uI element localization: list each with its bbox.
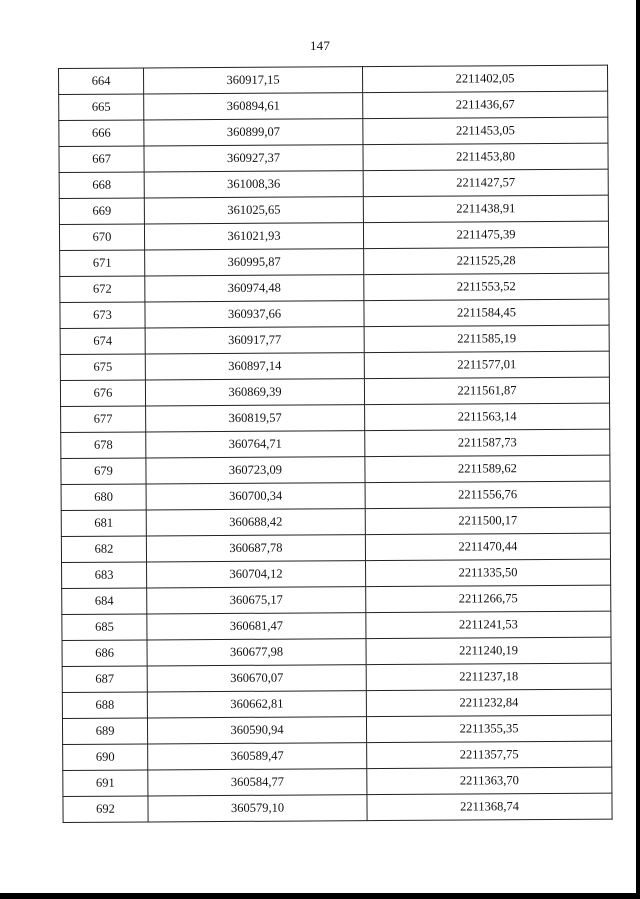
table-row <box>59 195 608 224</box>
x-coordinate-cell: 360723,09 <box>146 457 365 484</box>
x-coordinate-cell: 360687,78 <box>146 535 365 562</box>
x-coordinate-cell: 360927,37 <box>144 145 363 172</box>
table-row <box>61 533 610 562</box>
table-row <box>62 611 611 640</box>
y-coordinate-cell: 2211525,28 <box>364 247 609 274</box>
x-coordinate-cell: 360688,42 <box>146 509 365 536</box>
y-coordinate-cell: 2211355,35 <box>366 715 611 742</box>
point-number-cell: 683 <box>62 562 147 589</box>
x-coordinate-cell: 361025,65 <box>144 197 363 224</box>
scan-edge-right <box>636 0 640 899</box>
x-coordinate-cell: 360917,77 <box>145 327 364 354</box>
x-coordinate-cell: 360917,15 <box>144 67 363 94</box>
table-row <box>62 559 611 588</box>
x-coordinate-cell: 360590,94 <box>147 717 366 744</box>
x-coordinate-cell: 360819,57 <box>146 405 365 432</box>
coordinates-table <box>58 65 613 823</box>
point-number-cell: 682 <box>61 536 146 563</box>
y-coordinate-cell: 2211363,70 <box>367 767 612 794</box>
y-coordinate-cell: 2211438,91 <box>363 195 608 222</box>
y-coordinate-cell: 2211266,75 <box>366 585 611 612</box>
x-coordinate-cell: 360937,66 <box>145 301 364 328</box>
y-coordinate-cell: 2211587,73 <box>365 429 610 456</box>
point-number-cell: 686 <box>62 640 147 667</box>
scan-edge-bottom <box>0 893 640 899</box>
y-coordinate-cell: 2211470,44 <box>365 533 610 560</box>
point-number-cell: 678 <box>61 432 146 459</box>
table-row <box>63 741 612 770</box>
x-coordinate-cell: 360677,98 <box>147 639 366 666</box>
table-row <box>62 689 611 718</box>
y-coordinate-cell: 2211402,05 <box>362 65 607 92</box>
x-coordinate-cell: 360897,14 <box>145 353 364 380</box>
table-row <box>59 91 608 120</box>
x-coordinate-cell: 360869,39 <box>145 379 364 406</box>
x-coordinate-cell: 360764,71 <box>146 431 365 458</box>
x-coordinate-cell: 360579,10 <box>148 795 367 822</box>
y-coordinate-cell: 2211577,01 <box>364 351 609 378</box>
table-row <box>61 429 610 458</box>
point-number-cell: 690 <box>63 744 148 771</box>
y-coordinate-cell: 2211561,87 <box>364 377 609 404</box>
x-coordinate-cell: 360662,81 <box>147 691 366 718</box>
point-number-cell: 667 <box>59 146 144 173</box>
x-coordinate-cell: 360894,61 <box>144 93 363 120</box>
table-row <box>62 637 611 666</box>
coordinates-table-body <box>59 65 613 822</box>
point-number-cell: 671 <box>60 250 145 277</box>
y-coordinate-cell: 2211335,50 <box>366 559 611 586</box>
table-row <box>62 715 611 744</box>
y-coordinate-cell: 2211585,19 <box>364 325 609 352</box>
x-coordinate-cell: 361021,93 <box>144 223 363 250</box>
table-row <box>59 117 608 146</box>
point-number-cell: 679 <box>61 458 146 485</box>
x-coordinate-cell: 360995,87 <box>145 249 364 276</box>
point-number-cell: 665 <box>59 94 144 121</box>
table-row <box>61 481 610 510</box>
point-number-cell: 664 <box>59 68 144 95</box>
x-coordinate-cell: 360675,17 <box>147 587 366 614</box>
table-row <box>60 377 609 406</box>
x-coordinate-cell: 360670,07 <box>147 665 366 692</box>
table-row <box>59 65 608 94</box>
y-coordinate-cell: 2211475,39 <box>363 221 608 248</box>
x-coordinate-cell: 360681,47 <box>147 613 366 640</box>
table-row <box>60 247 609 276</box>
point-number-cell: 691 <box>63 770 148 797</box>
table-row <box>59 169 608 198</box>
y-coordinate-cell: 2211241,53 <box>366 611 611 638</box>
point-number-cell: 673 <box>60 302 145 329</box>
point-number-cell: 670 <box>59 224 144 251</box>
point-number-cell: 666 <box>59 120 144 147</box>
point-number-cell: 672 <box>60 276 145 303</box>
y-coordinate-cell: 2211453,80 <box>363 143 608 170</box>
y-coordinate-cell: 2211427,57 <box>363 169 608 196</box>
x-coordinate-cell: 360974,48 <box>145 275 364 302</box>
table-row <box>62 585 611 614</box>
x-coordinate-cell: 360899,07 <box>144 119 363 146</box>
point-number-cell: 676 <box>60 380 145 407</box>
y-coordinate-cell: 2211240,19 <box>366 637 611 664</box>
table-row <box>63 793 612 822</box>
y-coordinate-cell: 2211553,52 <box>364 273 609 300</box>
table-row <box>61 455 610 484</box>
x-coordinate-cell: 360584,77 <box>148 769 367 796</box>
point-number-cell: 688 <box>62 692 147 719</box>
point-number-cell: 685 <box>62 614 147 641</box>
y-coordinate-cell: 2211563,14 <box>365 403 610 430</box>
point-number-cell: 675 <box>60 354 145 381</box>
point-number-cell: 689 <box>62 718 147 745</box>
table-row <box>61 507 610 536</box>
page-number: 147 <box>309 38 331 53</box>
point-number-cell: 669 <box>59 198 144 225</box>
table-row <box>59 143 608 172</box>
y-coordinate-cell: 2211368,74 <box>367 793 612 820</box>
table-row <box>63 767 612 796</box>
y-coordinate-cell: 2211453,05 <box>363 117 608 144</box>
table-row <box>59 221 608 250</box>
point-number-cell: 692 <box>63 796 148 823</box>
y-coordinate-cell: 2211556,76 <box>365 481 610 508</box>
y-coordinate-cell: 2211357,75 <box>367 741 612 768</box>
x-coordinate-cell: 360589,47 <box>148 743 367 770</box>
y-coordinate-cell: 2211232,84 <box>366 689 611 716</box>
table-row <box>60 273 609 302</box>
point-number-cell: 687 <box>62 666 147 693</box>
y-coordinate-cell: 2211436,67 <box>363 91 608 118</box>
table-row <box>60 325 609 354</box>
point-number-cell: 680 <box>61 484 146 511</box>
point-number-cell: 674 <box>60 328 145 355</box>
x-coordinate-cell: 360704,12 <box>147 561 366 588</box>
point-number-cell: 681 <box>61 510 146 537</box>
point-number-cell: 668 <box>59 172 144 199</box>
table-row <box>61 403 610 432</box>
y-coordinate-cell: 2211237,18 <box>366 663 611 690</box>
x-coordinate-cell: 360700,34 <box>146 483 365 510</box>
y-coordinate-cell: 2211589,62 <box>365 455 610 482</box>
table-row <box>60 299 609 328</box>
x-coordinate-cell: 361008,36 <box>144 171 363 198</box>
y-coordinate-cell: 2211584,45 <box>364 299 609 326</box>
table-row <box>62 663 611 692</box>
point-number-cell: 684 <box>62 588 147 615</box>
y-coordinate-cell: 2211500,17 <box>365 507 610 534</box>
point-number-cell: 677 <box>61 406 146 433</box>
table-row <box>60 351 609 380</box>
